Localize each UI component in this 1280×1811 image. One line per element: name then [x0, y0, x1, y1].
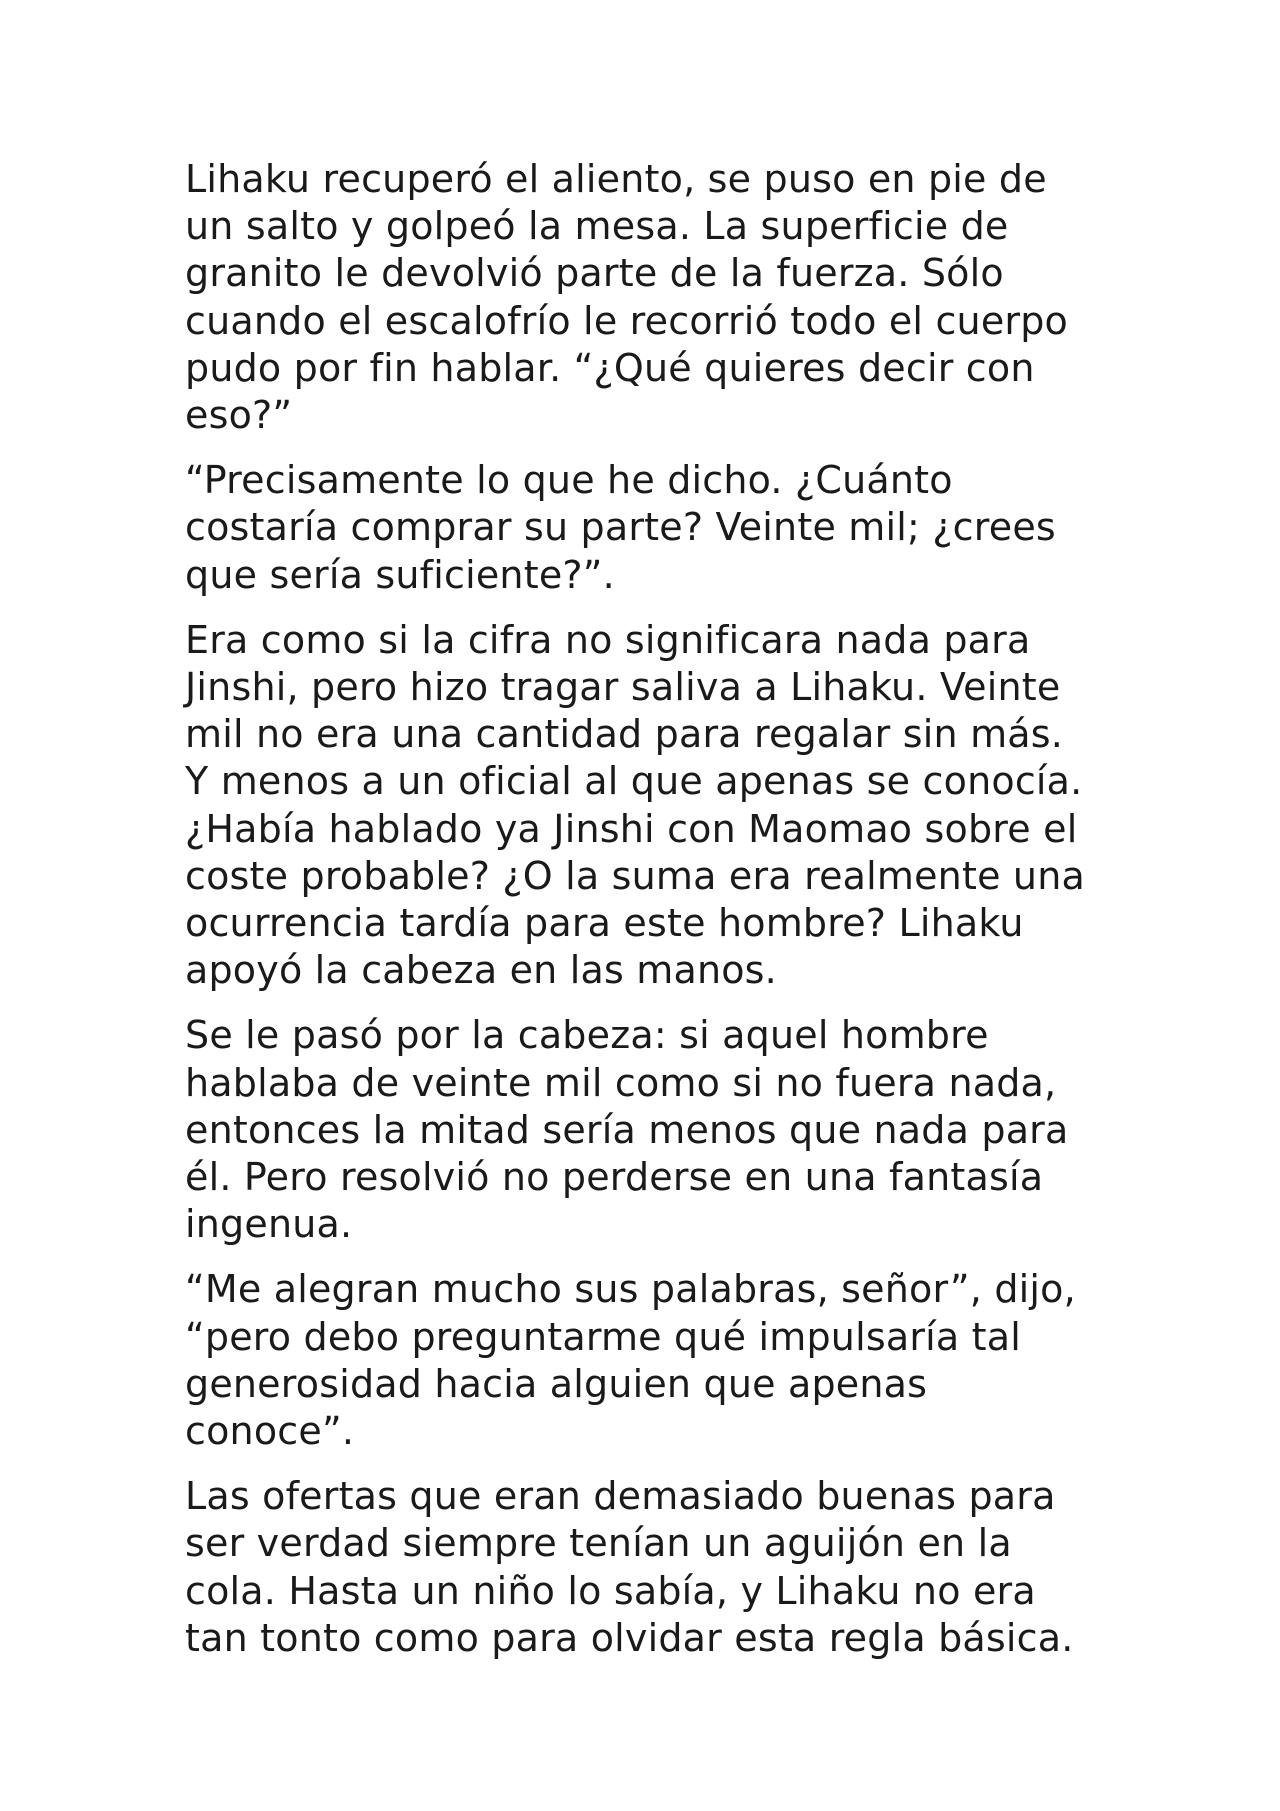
text-line: Jinshi, pero hizo tragar saliva a Lihaku. Veinte	[185, 665, 1061, 710]
text-line: mil no era una cantidad para regalar sin más.	[185, 712, 1064, 757]
text-line: coste probable? ¿O la suma era realmente una	[185, 853, 1085, 898]
text-line: granito le devolvió parte de la fuerza. Sólo	[185, 251, 1004, 296]
paragraph	[185, 156, 1125, 439]
text-line: Las ofertas que eran demasiado buenas para	[185, 1474, 1056, 1519]
text-line: ¿Había hablado ya Jinshi con Maomao sobre el	[185, 806, 1078, 851]
text-line: “pero debo preguntarme qué impulsaría tal	[185, 1314, 1022, 1359]
paragraph	[185, 617, 1125, 995]
text-line: entonces la mitad sería menos que nada para	[185, 1107, 1069, 1152]
text-line: eso?”	[185, 393, 293, 438]
text-line: costaría comprar su parte? Veinte mil; ¿crees	[185, 505, 1056, 550]
paragraph	[185, 1266, 1125, 1455]
text-line: “Precisamente lo que he dicho. ¿Cuánto	[185, 458, 953, 503]
text-line: ingenua.	[185, 1202, 353, 1247]
text-line: Era como si la cifra no significara nada para	[185, 617, 1031, 662]
text-line: cuando el escalofrío le recorrió todo el cuerpo	[185, 298, 1069, 343]
document-page	[185, 156, 1125, 1680]
text-line: ocurrencia tardía para este hombre? Lihaku	[185, 901, 1024, 946]
text-line: Lihaku recuperó el aliento, se puso en pie de	[185, 157, 1047, 201]
text-line: él. Pero resolvió no perderse en una fantasía	[185, 1155, 1044, 1200]
text-line: un salto y golpeó la mesa. La superficie de	[185, 204, 1009, 249]
text-line: conoce”.	[185, 1409, 355, 1454]
text-line: que sería suficiente?”.	[185, 552, 615, 597]
text-line: pudo por fin hablar. “¿Qué quieres decir con	[185, 345, 1035, 390]
text-line: Y menos a un oficial al que apenas se conocía.	[185, 759, 1083, 804]
paragraph	[185, 457, 1125, 599]
text-line: hablaba de veinte mil como si no fuera nada,	[185, 1060, 1057, 1105]
paragraph	[185, 1012, 1125, 1248]
text-line: “Me alegran mucho sus palabras, señor”, dijo,	[185, 1267, 1076, 1312]
text-line: tan tonto como para olvidar esta regla básica.	[185, 1615, 1074, 1660]
text-line: generosidad hacia alguien que apenas	[185, 1361, 928, 1406]
text-line: cola. Hasta un niño lo sabía, y Lihaku no era	[185, 1568, 1036, 1613]
text-line: Se le pasó por la cabeza: si aquel hombre	[185, 1013, 989, 1058]
paragraph	[185, 1473, 1125, 1662]
text-line: apoyó la cabeza en las manos.	[185, 948, 777, 993]
text-line: ser verdad siempre tenían un aguijón en la	[185, 1521, 1012, 1566]
